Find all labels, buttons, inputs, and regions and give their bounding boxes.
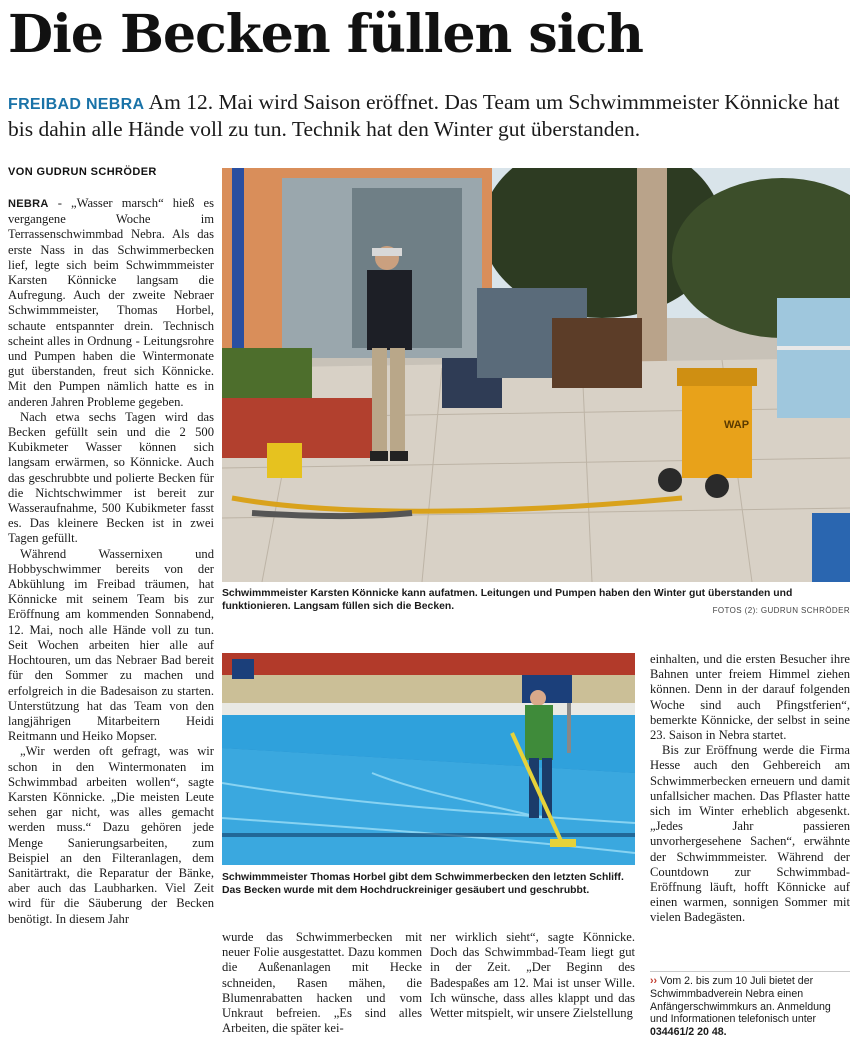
photo-pool-cleaning (222, 653, 635, 865)
article-column-2 (222, 930, 422, 1052)
paragraph: einhalten, und die ersten Besucher ihre Bahnen unter freiem Himmel ziehen können. Denn in der darauf folgenden Woche sind auch Pfingstferien“, bemerkte Könnicke, der selbst in seine 23. Saison in Nebra startet. (650, 652, 850, 743)
paragraph: ner wirklich sieht“, sagte Könnicke. Doch das Schwimmbad-Team liegt gut in der Zeit. „Der Beginn des Badespaßes am 12. Mai ist unser Wille. Ich wünsche, dass alles klappt und das Wetter mitspielt, wir unsere Zielstellung (430, 930, 635, 1021)
photo-pool-deck (222, 168, 850, 582)
lead-paragraph (8, 90, 850, 142)
paragraph: Bis zur Eröffnung werde die Firma Hesse auch den Gehbereich am Schwimmerbecken erneuern und damit unfallsicher machen. Das Pflaster hatte sich im Winter erheblich abgesenkt. „Jedes Jahr passieren unvorhergesehene Sachen“, erwähnte der Schwimmmeister. Während der Countdown zur Schwimmbad-Eröffnung läuft, hofft Könnicke auf einen warmen, sonnigen Sommer mit vielen Badegästen. (650, 743, 850, 925)
paragraph: wurde das Schwimmerbecken mit neuer Folie ausgestattet. Dazu kommen die Außenanlagen mit Hecke schneiden, Rasen mähen, die Blumenrabatten hacken und vom Unkraut befreien. „Es sind alles Arbeiten, die später kei- (222, 930, 422, 1036)
pool-deck-photo (222, 168, 850, 582)
info-phone: 034461/2 20 48. (650, 1026, 727, 1039)
info-divider (650, 971, 850, 972)
article-column-1 (8, 196, 214, 1054)
lead-text: Am 12. Mai wird Saison eröffnet. Das Team um Schwimmmeister Könnicke hat bis dahin alle Hände voll zu tun. Technik hat den Winter gut überstanden. (8, 90, 840, 141)
kicker: FREIBAD NEBRA (8, 96, 145, 113)
info-box (650, 975, 850, 1039)
ortsmarke: NEBRA (8, 198, 49, 210)
headline: Die Becken füllen sich (8, 4, 643, 65)
pump-cart-label: WAP (724, 419, 750, 431)
article-column-3 (430, 930, 635, 1052)
paragraph: NEBRA - „Wasser marsch“ hieß es vergangene Woche im Terrassenschwimmbad Nebra. Als das erste Nass in das Schwimmerbecken lief, legte sich beim Schwimmmeister Karsten Könnicke langsam die Aufregung. Auch der zweite Nebraer Schwimmmeister, Thomas Horbel, schaute entspannter drein. Technisch scheint alles in Ordnung - Leitungsrohre und Pumpen haben die Wintermonate gut überstanden, freut sich Könnicke. Mit den Pumpen nämlich hatte es in anderen Jahren Probleme gegeben. (8, 196, 214, 409)
arrow-icon: ›› (650, 975, 658, 987)
paragraph: „Wir werden oft gefragt, was wir schon in den Wintermonaten im Schwimmbad arbeiten wollen“, sagte Karsten Könnicke. „Die meisten Leute sehen gar nicht, was alles gemacht werden muss.“ Dazu gehören jede Menge Sanierungsarbeiten, zum Beispiel an den Filteranlagen, dem Sanitärtrakt, die Reparatur der Bänke, aber auch das Laubharken. Viel Zeit wird für die Säuberung der Becken benötigt. In diesem Jahr (8, 744, 214, 926)
byline: VON GUDRUN SCHRÖDER (8, 166, 157, 178)
paragraph: Nach etwa sechs Tagen wird das Becken gefüllt sein und die 2 500 Kubikmeter Wasser können sich langsam erwärmen, so Könnicke. Auch das geschrubbte und polierte Becken für die Nichtschwimmer ist bereit zur Wasseraufnahme, 500 Kubikmeter fasst es. Das kleinere Becken ist in zwei Tagen gefüllt. (8, 409, 214, 546)
photo-caption-2: Schwimmmeister Thomas Horbel gibt dem Schwimmerbecken den letzten Schliff. Das Becken wurde mit dem Hochdruckreiniger gesäubert und geschrubbt. (222, 872, 624, 896)
info-text: Vom 2. bis zum 10 Juli bietet der Schwimmbadverein Nebra einen Anfängerschwimmkurs an. Anmeldung und Informationen telefonisch unter (650, 975, 831, 1026)
paragraph: Während Wassernixen und Hobbyschwimmer bereits von der Abkühlung im Freibad träumen, hat Könnicke mit seinem Team bis zur Eröffnung am kommenden Sonnabend, 12. Mai, noch alle Hände voll zu tun. Seit Wochen arbeiten hier alle auf Hochtouren, um das Nebraer Bad bereit für den Sommer zu machen und erfolgreich in die Badesaison zu starten. Unterstützung hat das Team von den langjährigen Mitarbeitern Heidi Reitmann und Heiko Mopser. (8, 546, 214, 744)
article-column-4 (650, 652, 850, 972)
photo-caption-1: Schwimmmeister Karsten Könnicke kann aufatmen. Leitungen und Pumpen haben den Winter gut überstanden und funktionieren. Langsam füllen sich die Becken. (222, 588, 793, 612)
photo-credit: FOTOS (2): GUDRUN SCHRÖDER (712, 606, 850, 615)
